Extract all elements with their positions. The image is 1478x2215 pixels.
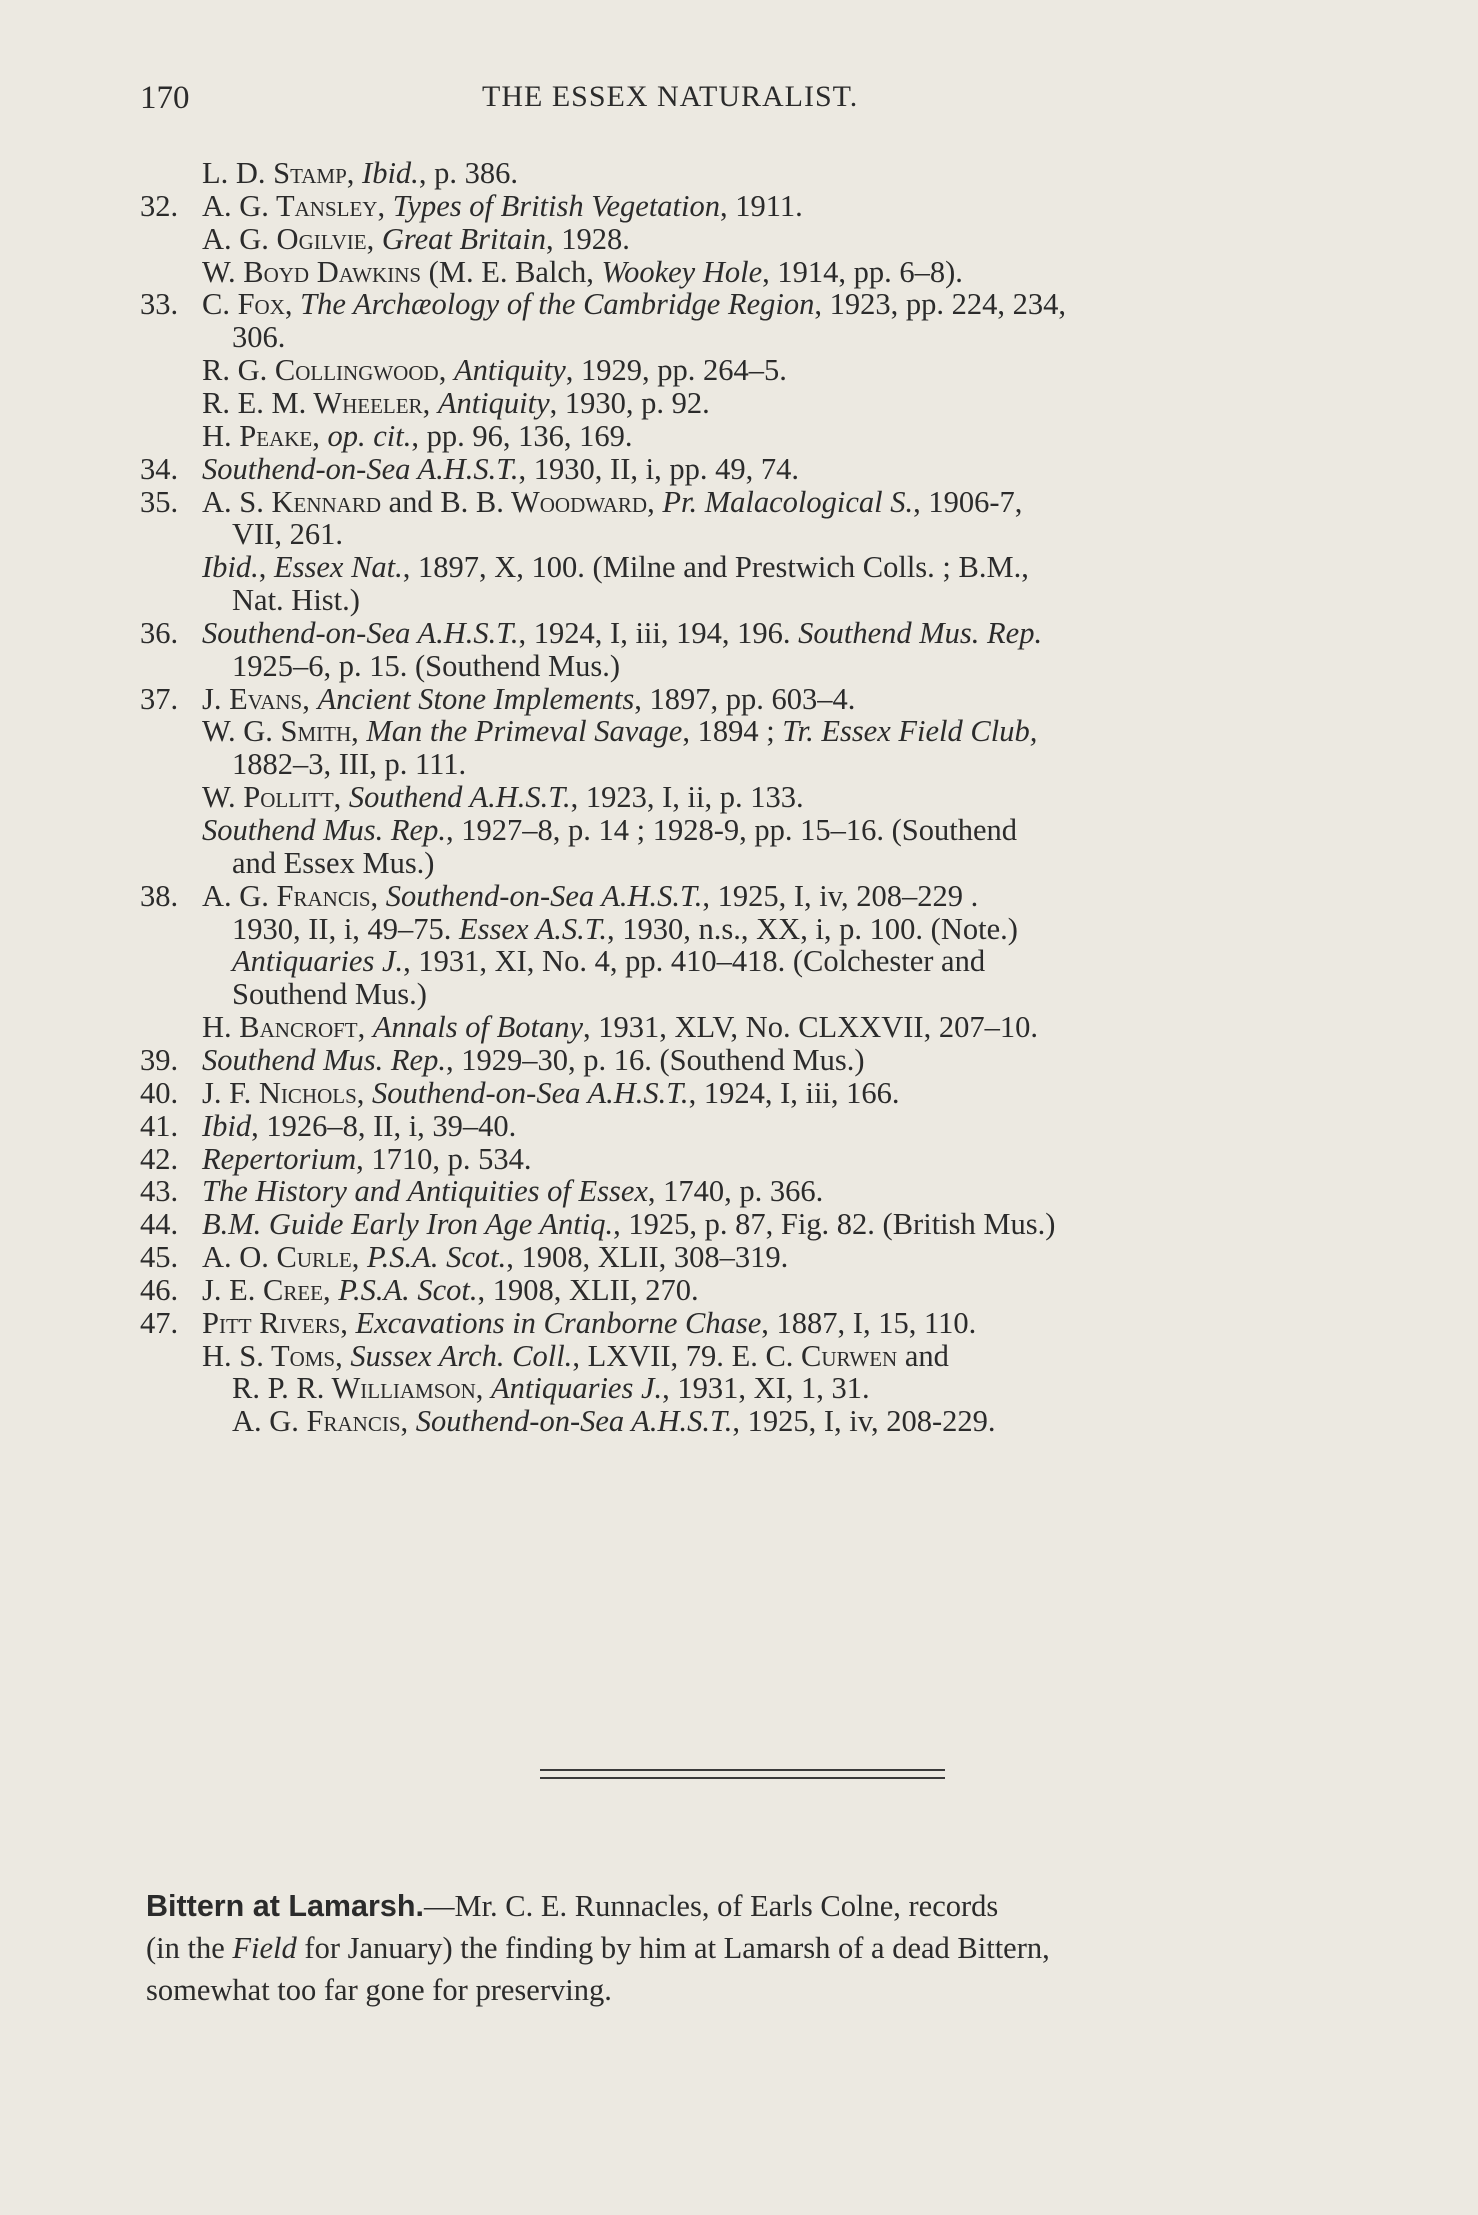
reference-line xyxy=(202,1341,949,1372)
ref-text: , 1740, p. 366. xyxy=(647,1174,824,1208)
reference-line xyxy=(232,585,360,616)
title-text: P.S.A. Scot. xyxy=(338,1273,478,1307)
title-text: The Archæology of the Cambridge Region xyxy=(300,287,815,321)
ref-text: , xyxy=(357,1010,373,1044)
title-text: Antiquity xyxy=(437,386,550,420)
reference-line xyxy=(232,322,285,353)
reference-line xyxy=(202,552,1029,583)
reference-number: 35. xyxy=(140,485,179,519)
ref-text: , 1930, n.s., XX, i, p. 100. (Note.) xyxy=(607,912,1018,946)
ref-text: Southend Mus.) xyxy=(232,977,427,1011)
title-text: Man the Primeval Savage xyxy=(366,714,683,748)
title-text: Ibid. xyxy=(362,156,419,190)
ref-text: , xyxy=(312,419,328,453)
title-text: Ibid xyxy=(202,1109,252,1143)
ref-text: , xyxy=(323,1273,339,1307)
ref-text: , xyxy=(475,1371,491,1405)
reference-line xyxy=(232,651,620,682)
ref-text: and xyxy=(897,1339,949,1373)
reference-line xyxy=(202,815,1017,846)
ref-text: , 1911. xyxy=(720,189,803,223)
reference-line xyxy=(202,1078,900,1109)
ref-text: somewhat too far gone for preserving. xyxy=(146,1973,612,2007)
reference-line xyxy=(202,487,1022,518)
ref-text: Nat. Hist.) xyxy=(232,583,360,617)
ref-text: 1930, II, i, 49–75. xyxy=(232,912,460,946)
title-text: Annals of Botany xyxy=(372,1010,583,1044)
title-text: Southend Mus. Rep. xyxy=(202,1043,446,1077)
author-name: A. G. Francis xyxy=(202,879,371,913)
ref-text: , 1887, I, 15, 110. xyxy=(761,1306,977,1340)
ref-text: , 1931, XI, 1, 31. xyxy=(662,1371,870,1405)
reference-line xyxy=(202,618,1042,649)
author-name: R. P. R. Williamson xyxy=(232,1371,476,1405)
reference-line xyxy=(202,421,632,452)
author-name: A. G. Francis xyxy=(232,1404,401,1438)
ref-text: , 1924, I, iii, 194, 196. xyxy=(518,616,799,650)
title-text: Southend-on-Sea A.H.S.T. xyxy=(372,1076,689,1110)
title-text: Ancient Stone Implements xyxy=(317,682,635,716)
reference-number: 44. xyxy=(140,1207,179,1241)
ref-text: , 1931, XI, No. 4, pp. 410–418. (Colchester and xyxy=(403,944,986,978)
reference-number: 40. xyxy=(140,1076,179,1110)
ref-text: , xyxy=(258,550,275,584)
author-name: A. G. Tansley xyxy=(202,189,378,223)
ref-text: , 1930, II, i, pp. 49, 74. xyxy=(518,452,799,486)
reference-line xyxy=(232,848,434,879)
reference-line xyxy=(202,716,1037,747)
reference-line xyxy=(202,1144,532,1175)
reference-line xyxy=(202,881,978,912)
ref-text: , 1925, I, iv, 208–229 . xyxy=(702,879,979,913)
reference-number: 46. xyxy=(140,1273,179,1307)
title-text: Repertorium xyxy=(202,1142,357,1176)
ref-text: , xyxy=(351,1240,367,1274)
ref-text: , xyxy=(356,1076,373,1110)
note-title: Bittern at Lamarsh. xyxy=(146,1889,424,1923)
ref-text: , 1929–30, p. 16. (Southend Mus.) xyxy=(445,1043,865,1077)
author-name: J. E. Cree xyxy=(202,1273,324,1307)
author-name: H. S. Toms xyxy=(202,1339,336,1373)
reference-number: 42. xyxy=(140,1142,179,1176)
ref-text: , xyxy=(438,353,454,387)
title-text: Types of British Vegetation xyxy=(392,189,720,223)
author-name: H. Bancroft xyxy=(202,1010,358,1044)
note-line xyxy=(146,1927,1296,1969)
ref-text: , 1924, I, iii, 166. xyxy=(688,1076,900,1110)
author-name: R. G. Collingwood xyxy=(202,353,439,387)
author-name: W. Pollitt xyxy=(202,780,334,814)
author-name: J. F. Nichols xyxy=(202,1076,357,1110)
author-name: L. D. Stamp xyxy=(202,156,347,190)
ref-text: , 1897, pp. 603–4. xyxy=(634,682,856,716)
ref-text: , xyxy=(351,714,367,748)
reference-number: 43. xyxy=(140,1174,179,1208)
ref-text: , 1926–8, II, i, 39–40. xyxy=(251,1109,517,1143)
reference-number: 38. xyxy=(140,879,179,913)
ref-text: , xyxy=(422,386,438,420)
author-name: A. S. Kennard xyxy=(202,485,382,519)
reference-line xyxy=(202,289,1066,320)
ref-text: , 1930, p. 92. xyxy=(549,386,710,420)
author-name: H. Peake xyxy=(202,419,313,453)
reference-number: 34. xyxy=(140,452,179,486)
reference-line xyxy=(202,782,804,813)
section-divider-lower xyxy=(540,1777,945,1779)
ref-text: , 1929, pp. 264–5. xyxy=(565,353,787,387)
ref-text: , xyxy=(400,1404,416,1438)
title-text: Southend-on-Sea A.H.S.T. xyxy=(385,879,703,913)
natural-history-note xyxy=(146,1885,1296,2011)
title-text: Field xyxy=(232,1931,297,1965)
reference-line xyxy=(202,158,518,189)
author-name: W. Boyd Dawkins xyxy=(202,255,422,289)
ref-text: (M. E. Balch, xyxy=(421,255,602,289)
ref-text: , pp. 96, 136, 169. xyxy=(411,419,633,453)
ref-text: , xyxy=(346,156,363,190)
ref-text: 1882–3, III, p. 111. xyxy=(232,747,467,781)
title-text: Sussex Arch. Coll. xyxy=(350,1339,573,1373)
ref-text: and xyxy=(381,485,441,519)
author-name: Pitt Rivers xyxy=(202,1306,341,1340)
reference-line xyxy=(202,355,787,386)
ref-text: , 1906-7, xyxy=(913,485,1023,519)
title-text: Wookey Hole xyxy=(601,255,763,289)
ref-text: , xyxy=(377,189,393,223)
reference-line xyxy=(202,454,799,485)
ref-text: , 1925, p. 87, Fig. 82. (British Mus.) xyxy=(613,1207,1056,1241)
reference-line xyxy=(202,1242,788,1273)
title-text: Pr. Malacological S. xyxy=(662,485,914,519)
note-line xyxy=(146,1969,1296,2011)
reference-line xyxy=(202,684,855,715)
reference-line xyxy=(202,1209,1055,1240)
ref-text: , 1894 ; xyxy=(682,714,783,748)
author-name: R. E. M. Wheeler xyxy=(202,386,423,420)
author-name: A. G. Ogilvie xyxy=(202,222,367,256)
title-text: Southend A.H.S.T. xyxy=(348,780,571,814)
page-number: 170 xyxy=(140,80,190,116)
ref-text: , 1928. xyxy=(545,222,630,256)
running-title: THE ESSEX NATURALIST. xyxy=(482,80,859,113)
reference-line xyxy=(202,1111,516,1142)
ref-text: , 1710, p. 534. xyxy=(356,1142,532,1176)
author-name: E. C. Curwen xyxy=(731,1339,898,1373)
reference-line xyxy=(202,191,803,222)
ref-text: VII, 261. xyxy=(232,517,343,551)
ref-text: , 1914, pp. 6–8). xyxy=(762,255,963,289)
title-text: Antiquaries J. xyxy=(232,944,404,978)
ref-text: , xyxy=(340,1306,356,1340)
title-text: Antiquaries J. xyxy=(491,1371,663,1405)
reference-line xyxy=(202,1308,976,1339)
title-text: Southend-on-Sea A.H.S.T. xyxy=(202,452,519,486)
author-name: C. Fox xyxy=(202,287,285,321)
ref-text: , xyxy=(370,879,386,913)
title-text: Southend-on-Sea A.H.S.T. xyxy=(415,1404,733,1438)
ref-text: 1925–6, p. 15. (Southend Mus.) xyxy=(232,649,621,683)
author-name: B. B. Woodward xyxy=(440,485,648,519)
title-text: Great Britain xyxy=(381,222,546,256)
title-text: P.S.A. Scot. xyxy=(366,1240,507,1274)
ref-text: —Mr. C. E. Runnacles, of Earls Colne, records xyxy=(423,1889,999,1923)
ref-text: , 1923, I, ii, p. 133. xyxy=(570,780,804,814)
ref-text: , 1923, pp. 224, 234, xyxy=(814,287,1066,321)
reference-line xyxy=(202,1275,699,1306)
reference-line xyxy=(202,257,963,288)
title-text: Southend-on-Sea A.H.S.T. xyxy=(202,616,519,650)
reference-number: 37. xyxy=(140,682,179,716)
ref-text: , 1908, XLII, 308–319. xyxy=(506,1240,789,1274)
reference-line xyxy=(232,749,466,780)
ref-text: , xyxy=(335,1339,351,1373)
reference-number: 39. xyxy=(140,1043,179,1077)
title-text: op. cit. xyxy=(327,419,412,453)
title-text: Essex Nat. xyxy=(274,550,403,584)
title-text: The History and Antiquities of Essex xyxy=(202,1174,648,1208)
reference-line xyxy=(232,519,343,550)
title-text: B.M. Guide Early Iron Age Antiq. xyxy=(202,1207,614,1241)
reference-number: 36. xyxy=(140,616,179,650)
reference-line xyxy=(202,1012,1038,1043)
title-text: Southend Mus. Rep. xyxy=(202,813,446,847)
ref-text: and Essex Mus.) xyxy=(232,846,435,880)
ref-text: 306. xyxy=(232,320,286,354)
ref-text: for January) the finding by him at Lamarsh of a dead Bittern, xyxy=(296,1931,1050,1965)
author-name: A. O. Curle xyxy=(202,1240,352,1274)
title-text: Tr. Essex Field Club, xyxy=(782,714,1038,748)
reference-line xyxy=(232,1406,996,1437)
reference-line xyxy=(202,224,630,255)
reference-number: 47. xyxy=(140,1306,179,1340)
ref-text: , 1925, I, iv, 208-229. xyxy=(732,1404,996,1438)
ref-text: , xyxy=(302,682,318,716)
reference-line xyxy=(232,914,1018,945)
section-divider-upper xyxy=(540,1769,945,1771)
reference-number: 33. xyxy=(140,287,179,321)
reference-number: 45. xyxy=(140,1240,179,1274)
author-name: W. G. Smith xyxy=(202,714,352,748)
ref-text: , xyxy=(647,485,663,519)
ref-text: , LXVII, 79. xyxy=(572,1339,732,1373)
author-name: J. Evans xyxy=(202,682,303,716)
reference-line xyxy=(232,979,427,1010)
title-text: Antiquity xyxy=(453,353,566,387)
title-text: Essex A.S.T. xyxy=(459,912,608,946)
ref-text: , xyxy=(333,780,349,814)
reference-line xyxy=(232,1373,870,1404)
title-text: Southend Mus. Rep. xyxy=(798,616,1043,650)
reference-line xyxy=(202,1045,865,1076)
reference-number: 32. xyxy=(140,189,179,223)
reference-line xyxy=(202,1176,823,1207)
ref-text: , 1897, X, 100. (Milne and Prestwich Colls. ; B.M., xyxy=(402,550,1029,584)
note-line xyxy=(146,1885,1296,1927)
title-text: Ibid. xyxy=(202,550,259,584)
ref-text: , xyxy=(366,222,382,256)
reference-number: 41. xyxy=(140,1109,179,1143)
ref-text: , 1908, XLII, 270. xyxy=(477,1273,699,1307)
title-text: Excavations in Cranborne Chase xyxy=(355,1306,762,1340)
ref-text: (in the xyxy=(146,1931,233,1965)
reference-line xyxy=(202,388,710,419)
reference-line xyxy=(232,946,985,977)
ref-text: , 1931, XLV, No. CLXXVII, 207–10. xyxy=(582,1010,1038,1044)
ref-text: , 1927–8, p. 14 ; 1928-9, pp. 15–16. (Southend xyxy=(445,813,1017,847)
ref-text: , p. 386. xyxy=(418,156,518,190)
ref-text: , xyxy=(284,287,301,321)
